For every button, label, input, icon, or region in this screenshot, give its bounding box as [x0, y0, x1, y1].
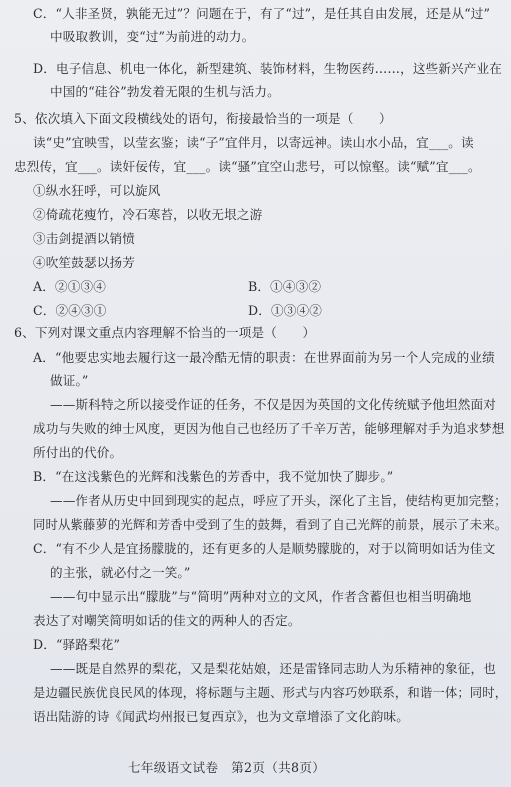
q6-b-quote: B．“在这浅紫色的光辉和浅紫色的芳香中，我不觉加快了脚步。” — [33, 469, 394, 484]
q6-a-analysis-line1: ——斯科特之所以接受作证的任务，不仅是因为英国的文化传统赋予他坦然面对 — [50, 397, 497, 412]
q6-b-analysis-line2: 同时从紫藤萝的光辉和芳香中受到了生的鼓舞，看到了自己光辉的前景，展示了未来。 — [33, 517, 508, 532]
q5-item-2: ②倚疏花瘦竹，冷石寒苔，以收无垠之游 — [33, 207, 263, 222]
option-d-line2: 中国的“硅谷”勃发着无限的生机与活力。 — [50, 84, 280, 99]
q5-item-3: ③击剑提酒以销愤 — [33, 231, 135, 246]
q6-c-quote-line1: C．“有不少人是宜扬朦胧的，还有更多的人是顺势朦胧的，对于以简明如话为佳文 — [33, 541, 496, 556]
q6-d-analysis-line2: 是边疆民族优良民风的体现，将标题与主题、形式与内容巧妙联系，和谐一体；同时， — [33, 685, 508, 700]
q5-item-4: ④吹笙鼓瑟以扬芳 — [33, 255, 135, 270]
q6-d-quote: D．“驿路梨花” — [33, 637, 121, 652]
q5-choice-c: C．②④③① — [33, 303, 107, 318]
q5-choice-b: B．①④③② — [248, 279, 322, 294]
q6-d-analysis-line1: ——既是自然界的梨花，又是梨花姑娘，还是雷锋同志助人为乐精神的象征，也 — [50, 661, 497, 676]
q6-a-analysis-line2: 成功与失败的绅士风度，更因为他自己也经历了千辛万苦，能够理解对手为追求梦想 — [33, 421, 505, 436]
q6-c-analysis-line2: 表达了对嘲笑简明如话的佳文的两种人的否定。 — [33, 613, 301, 628]
q6-d-analysis-line3: 语出陆游的诗《闻武均州报已复西京》，也为文章增添了文化韵味。 — [33, 709, 410, 724]
q6-b-analysis-line1: ——作者从历史中回到现实的起点，呼应了开头，深化了主旨，使结构更加完整； — [50, 493, 507, 508]
question-5-title: 5、依次填入下面文段横线处的语句，衔接最恰当的一项是（ ） — [14, 111, 392, 126]
option-c-line1: C．“人非圣贤，孰能无过”？问题在于，有了“过”，是任其自由发展，还是从“过” — [33, 6, 491, 21]
q6-a-quote-line2: 做证。” — [50, 373, 89, 388]
q5-choice-d: D．①③④② — [248, 303, 322, 318]
q5-choice-a: A．②①③④ — [33, 279, 106, 294]
q6-c-analysis-line1: ——句中显示出“朦胧”与“简明”两种对立的文风，作者含蓄但也相当明确地 — [50, 589, 472, 604]
q5-item-1: ①纵水狂呼，可以旋风 — [33, 183, 161, 198]
q5-passage-line2: 忠烈传，宜___。读奸佞传，宜___。读“骚”宜空山悲号，可以惊壑。读“赋”宜___。 — [14, 159, 481, 174]
option-c-line2: 中吸取教训，变“过”为前进的动力。 — [50, 29, 255, 44]
q5-passage-line1: 读“史”宜映雪，以莹玄鉴；读“子”宜伴月，以寄远神。读山水小品，宜___。读 — [33, 135, 474, 150]
q6-a-quote-line1: A．“他要忠实地去履行这一最冷酷无情的职责：在世界面前为另一个人完成的业绩 — [33, 350, 495, 365]
option-d-line1: D．电子信息、机电一体化，新型建筑、装饰材料，生物医药……，这些新兴产业在 — [33, 61, 503, 76]
q6-c-quote-line2: 的主张，就必付之一笑。” — [50, 565, 191, 580]
q6-a-analysis-line3: 所付出的代价。 — [33, 445, 123, 460]
page-footer: 七年级语文试卷 第2页（共8页） — [128, 760, 326, 775]
question-6-title: 6、下列对课文重点内容理解不恰当的一项是（ ） — [14, 325, 316, 340]
